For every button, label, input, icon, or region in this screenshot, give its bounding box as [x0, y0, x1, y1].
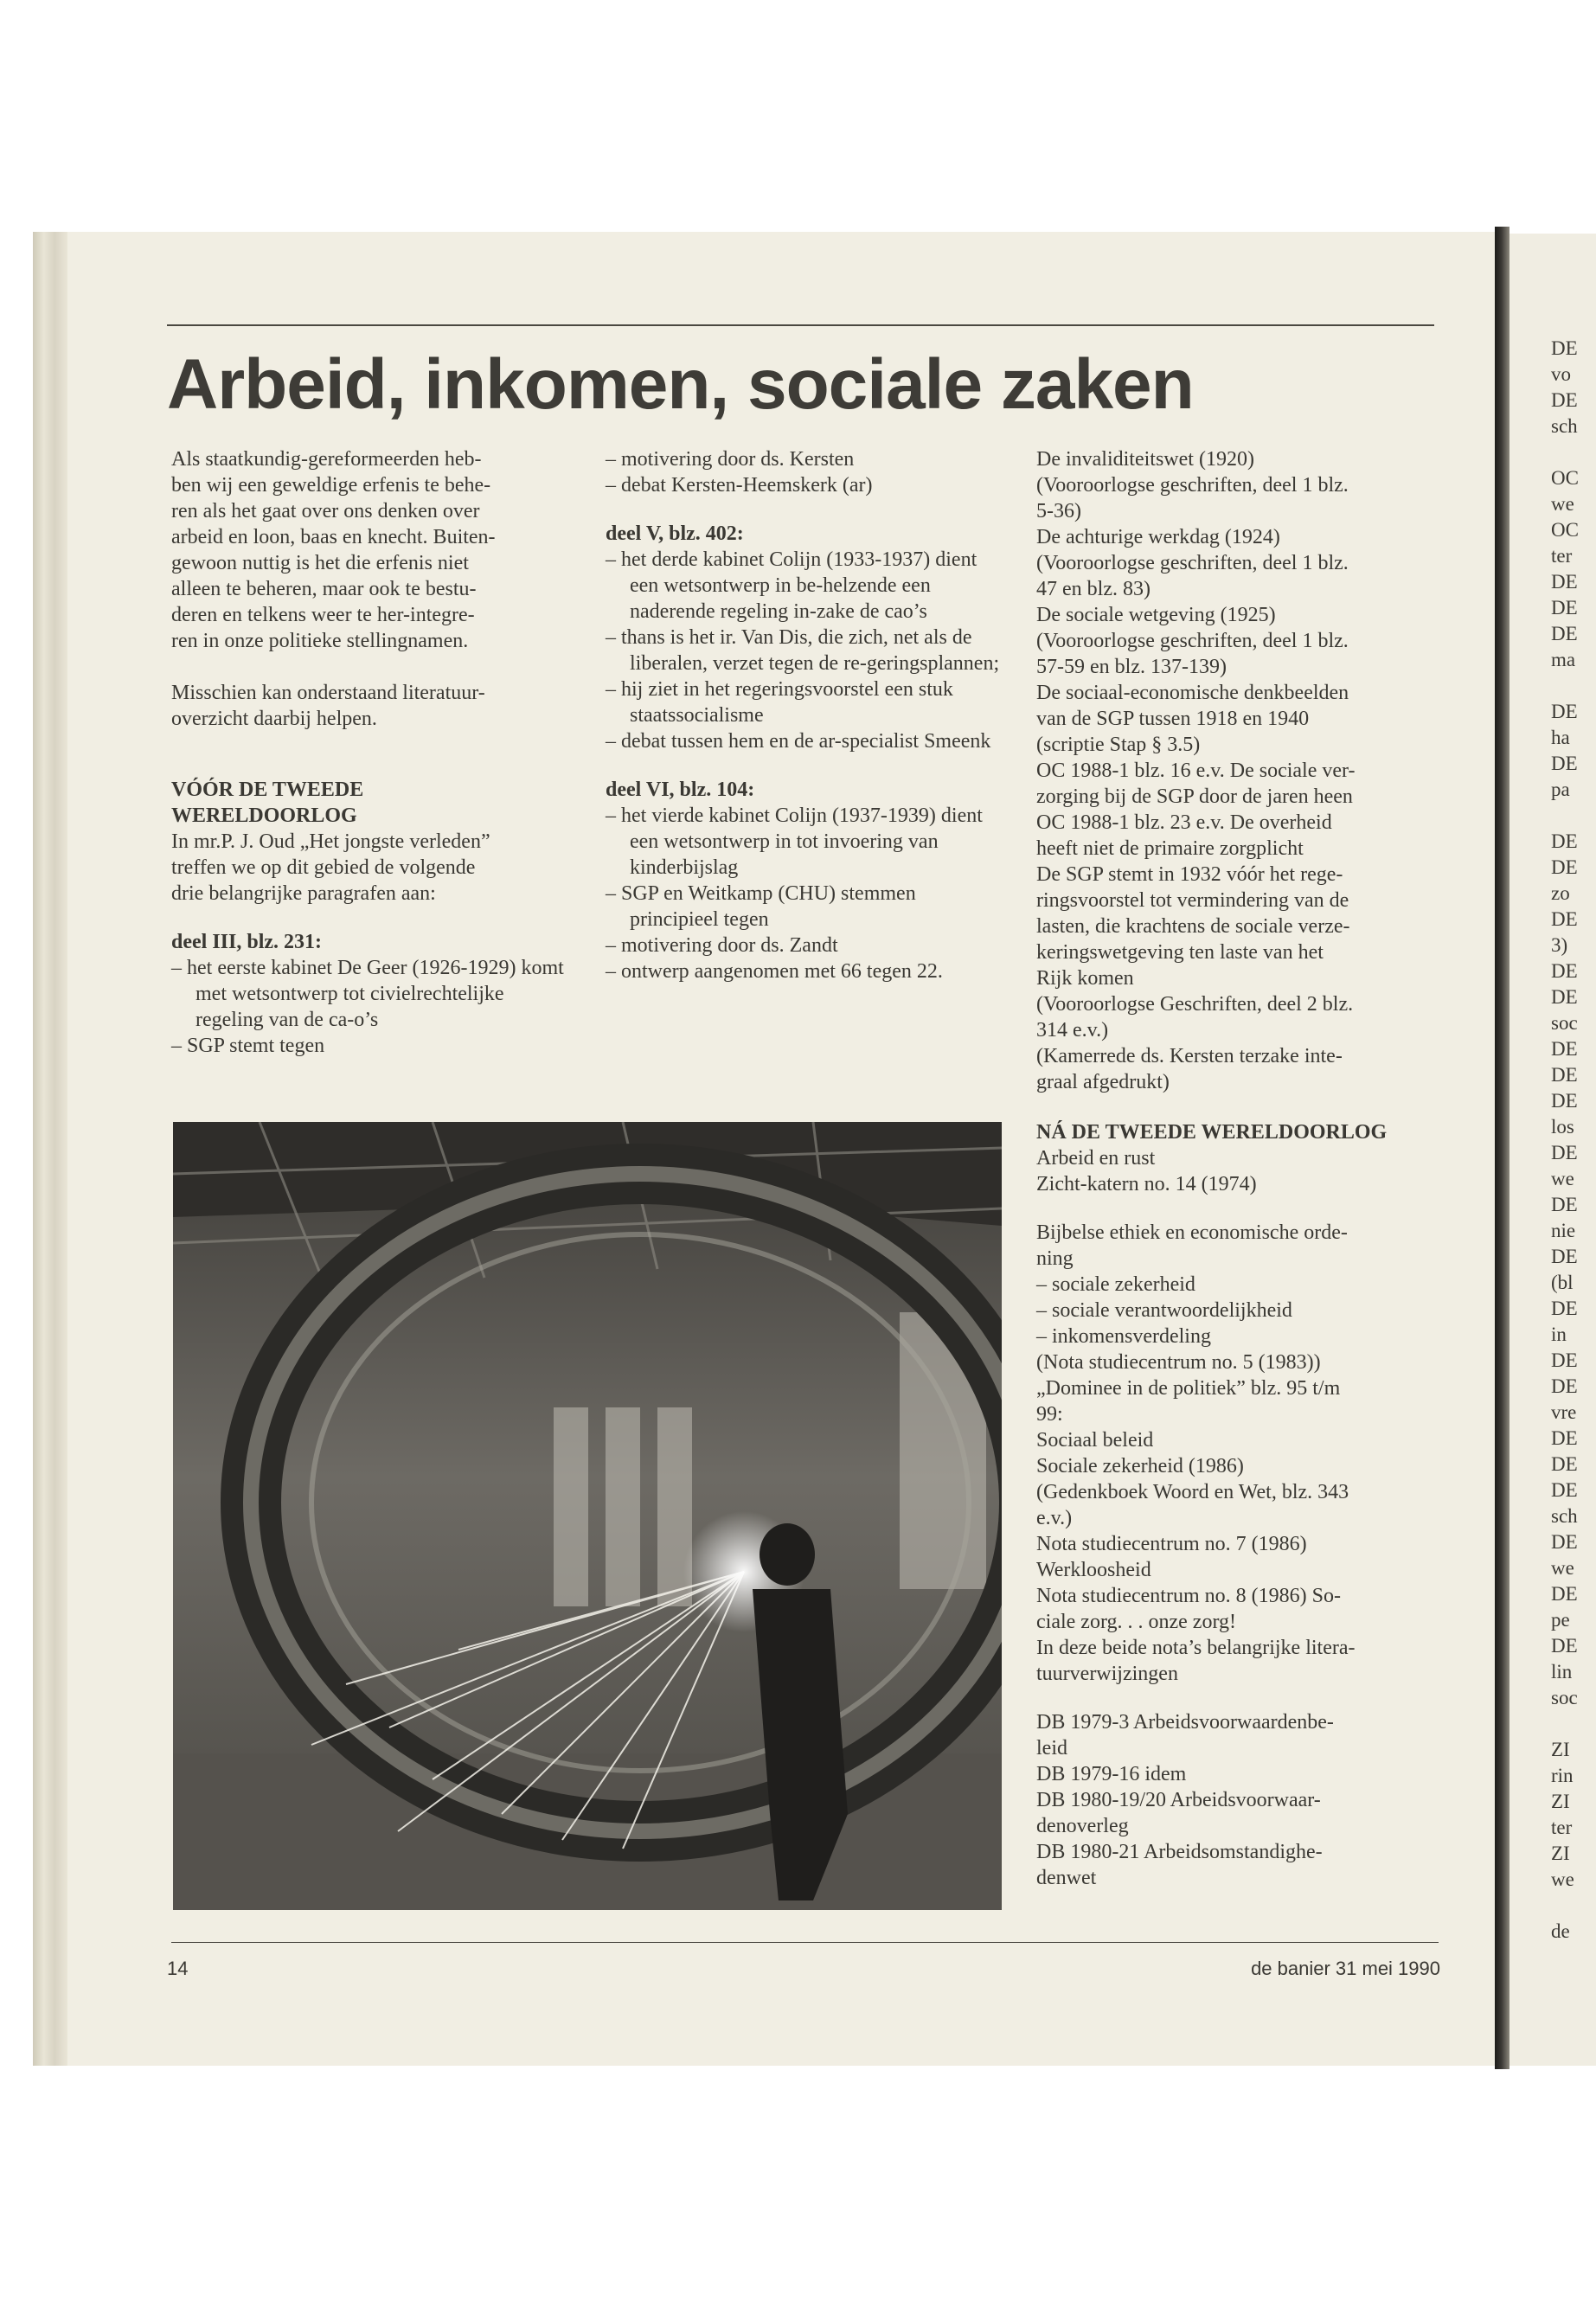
right-page-text-fragment: DE: [1551, 1064, 1578, 1086]
right-page-text-fragment: DE: [1551, 337, 1578, 359]
text-line: (Vooroorlogse geschriften, deel 1 blz.: [1036, 630, 1349, 652]
text-line: Sociaal beleid: [1036, 1429, 1154, 1452]
right-page-text-fragment: ZI: [1551, 1843, 1570, 1864]
right-page-text-fragment: DE: [1551, 986, 1578, 1008]
deel-5-heading: deel V, blz. 402:: [606, 522, 744, 545]
text-line: 99:: [1036, 1403, 1063, 1426]
right-page-text-fragment: [1551, 1711, 1579, 1737]
list-item: – debat tussen hem en de ar-specialist Smeenk: [606, 728, 1008, 754]
right-page-text-fragment: DE: [1551, 1298, 1578, 1319]
right-page-text-fragment: OC: [1551, 519, 1579, 541]
section-heading-na: NÁ DE TWEEDE WERELDOORLOG: [1036, 1121, 1388, 1144]
text-line: Nota studiecentrum no. 7 (1986): [1036, 1533, 1307, 1555]
right-page-text-fragment: DE: [1551, 1246, 1578, 1267]
right-page-text-fragment: ZI: [1551, 1739, 1570, 1760]
list-item: – SGP stemt tegen: [171, 1033, 569, 1059]
text-line: (Nota studiecentrum no. 5 (1983)): [1036, 1351, 1321, 1374]
right-page-text-fragment: we: [1551, 1168, 1574, 1189]
right-page-text-fragment: DE: [1551, 1531, 1578, 1553]
column-1: [171, 446, 569, 1059]
text-line: lasten, die krachtens de sociale verze-: [1036, 915, 1350, 938]
text-line: Nota studiecentrum no. 8 (1986) So-: [1036, 1585, 1341, 1607]
list-item: – motivering door ds. Kersten: [606, 446, 1008, 472]
deel-6-list: [606, 803, 1008, 984]
text-line: In mr.P. J. Oud „Het jongste verleden”: [171, 830, 490, 853]
list-item: – hij ziet in het regeringsvoorstel een stuk staatssocialisme: [606, 676, 1008, 728]
list-item: – het eerste kabinet De Geer (1926-1929) komt met wetsontwerp tot civielrechtelijke regeling van de ca-o’s: [171, 955, 569, 1033]
intro-paragraph-2: [171, 680, 569, 732]
right-page-text-fragment: DE: [1551, 597, 1578, 619]
text-line: DB 1979-16 idem: [1036, 1763, 1187, 1785]
right-page-text-fragment: DE: [1551, 1090, 1578, 1112]
right-page-text-fragment: DE: [1551, 1038, 1578, 1060]
right-page-text-fragment: soc: [1551, 1687, 1578, 1708]
column-3: [1036, 446, 1439, 1891]
right-page-text-fragment: we: [1551, 493, 1574, 515]
text-line: – sociale verantwoordelijkheid: [1036, 1299, 1292, 1322]
page-title: Arbeid, inkomen, sociale zaken: [167, 345, 1194, 424]
text-line: e.v.): [1036, 1507, 1073, 1529]
col3-block-2: [1036, 1220, 1439, 1687]
text-line: „Dominee in de politiek” blz. 95 t/m: [1036, 1377, 1341, 1400]
text-line: Zicht-katern no. 14 (1974): [1036, 1173, 1257, 1195]
right-page-text-fragment: DE: [1551, 1194, 1578, 1215]
text-line: Bijbelse ethiek en economische orde-: [1036, 1221, 1348, 1244]
list-item: – motivering door ds. Zandt: [606, 933, 1008, 958]
text-line: De achturige werkdag (1924): [1036, 526, 1280, 548]
intro-paragraph: [171, 446, 569, 654]
list-item: – debat Kersten-Heemskerk (ar): [606, 472, 1008, 498]
text-line: (Vooroorlogse geschriften, deel 1 blz.: [1036, 474, 1349, 497]
text-line: Sociale zekerheid (1986): [1036, 1455, 1244, 1477]
right-page-text-fragment: sch: [1551, 1505, 1578, 1527]
text-line: Als staatkundig-gereformeerden heb-: [171, 448, 482, 471]
text-line: overzicht daarbij helpen.: [171, 708, 377, 730]
photo-illustration: [173, 1122, 1002, 1910]
page-number: 14: [167, 1958, 189, 1979]
right-page-text-fragment: DE: [1551, 960, 1578, 982]
right-page-text-fragment: DE: [1551, 908, 1578, 930]
heading-line: VÓÓR DE TWEEDE: [171, 779, 364, 801]
right-page-text-fragment: pe: [1551, 1609, 1570, 1631]
text-line: leid: [1036, 1737, 1067, 1759]
right-page-text-fragment: DE: [1551, 1583, 1578, 1605]
right-page-text-fragment: we: [1551, 1557, 1574, 1579]
text-line: De sociale wetgeving (1925): [1036, 604, 1276, 626]
list-item: – het vierde kabinet Colijn (1937-1939) dient een wetsontwerp in tot invoering van kinderbijslag: [606, 803, 1008, 881]
right-page-text-fragment: ma: [1551, 649, 1576, 670]
right-page-text-fragment: OC: [1551, 467, 1579, 489]
right-page-text-fragment: rin: [1551, 1765, 1574, 1786]
text-line: ciale zorg. . . onze zorg!: [1036, 1611, 1237, 1633]
right-page-text-fragment: DE: [1551, 753, 1578, 774]
right-page-text-fragment: [1551, 673, 1579, 699]
right-page-text-fragment: DE: [1551, 830, 1578, 852]
heading-line: WERELDOORLOG: [171, 804, 357, 827]
right-page-text-fragment: [1551, 803, 1579, 829]
list-item: – ontwerp aangenomen met 66 tegen 22.: [606, 958, 1008, 984]
col3-block-3: [1036, 1709, 1439, 1891]
list-item: – het derde kabinet Colijn (1933-1937) dient een wetsontwerp in be-helzende een naderende regeling in-zake de cao’s: [606, 547, 1008, 625]
text-line: graal afgedrukt): [1036, 1071, 1170, 1093]
right-page-text-fragment: (bl: [1551, 1272, 1574, 1293]
right-page-text-fragment: soc: [1551, 1012, 1578, 1034]
list-item: – thans is het ir. Van Dis, die zich, net als de liberalen, verzet tegen de re-geringsplannen;: [606, 625, 1008, 676]
text-line: Arbeid en rust: [1036, 1147, 1156, 1170]
column-2: [606, 446, 1008, 984]
text-line: (Gedenkboek Woord en Wet, blz. 343: [1036, 1481, 1349, 1503]
text-line: DB 1980-21 Arbeidsomstandighe-: [1036, 1841, 1323, 1863]
right-page-text-fragment: DE: [1551, 1635, 1578, 1657]
deel-5-list: [606, 547, 1008, 754]
right-page-text-fragment: DE: [1551, 1427, 1578, 1449]
text-line: deren en telkens weer te her-integre-: [171, 604, 475, 626]
right-page-text-fragment: DE: [1551, 1479, 1578, 1501]
industrial-ring-photo: [173, 1122, 1002, 1910]
deel-3-heading: deel III, blz. 231:: [171, 931, 322, 953]
text-line: De invaliditeitswet (1920): [1036, 448, 1254, 471]
text-line: gewoon nuttig is het die erfenis niet: [171, 552, 469, 574]
col3-prewar-list: [1036, 446, 1439, 1095]
bottom-rule: [171, 1942, 1439, 1943]
right-page-text-fragment: [1551, 439, 1579, 465]
text-line: alleen te beheren, maar ook te bestu-: [171, 578, 477, 600]
text-line: – inkomensverdeling: [1036, 1325, 1211, 1348]
text-line: OC 1988-1 blz. 16 e.v. De sociale ver-: [1036, 760, 1356, 782]
text-line: OC 1988-1 blz. 23 e.v. De overheid: [1036, 811, 1332, 834]
right-page-text-fragment: zo: [1551, 882, 1570, 904]
text-line: 47 en blz. 83): [1036, 578, 1151, 600]
text-line: heeft niet de primaire zorgplicht: [1036, 837, 1304, 860]
text-line: ringsvoorstel tot vermindering van de: [1036, 889, 1349, 912]
text-line: – sociale zekerheid: [1036, 1273, 1195, 1296]
text-line: (Kamerrede ds. Kersten terzake inte-: [1036, 1045, 1343, 1067]
text-line: denwet: [1036, 1867, 1097, 1889]
right-page-text-fragment: lin: [1551, 1661, 1573, 1682]
col2-top-list: [606, 446, 1008, 498]
text-line: (scriptie Stap § 3.5): [1036, 734, 1201, 756]
right-page-text-fragment: DE: [1551, 1453, 1578, 1475]
right-page-text-fragment: DE: [1551, 571, 1578, 593]
text-line: Rijk komen: [1036, 967, 1134, 990]
text-line: 314 e.v.): [1036, 1019, 1109, 1042]
text-line: ning: [1036, 1247, 1074, 1270]
right-page-fragment: [1509, 234, 1596, 2066]
right-page-text-fragment: 3): [1551, 934, 1568, 956]
right-page-text-fragment: ter: [1551, 1817, 1573, 1838]
text-line: 5-36): [1036, 500, 1081, 522]
text-line: In deze beide nota’s belangrijke litera-: [1036, 1637, 1356, 1659]
book-gutter: [1495, 227, 1509, 2069]
deel-3-list: [171, 955, 569, 1059]
right-page-text-fragment: los: [1551, 1116, 1574, 1138]
right-page-text-fragment: DE: [1551, 856, 1578, 878]
right-page-text-fragment: DE: [1551, 623, 1578, 644]
text-line: Misschien kan onderstaand literatuur-: [171, 682, 485, 704]
page-edge: [33, 232, 69, 2066]
right-page-text-fragment: ter: [1551, 545, 1573, 567]
text-line: De sociaal-economische denkbeelden: [1036, 682, 1349, 704]
text-line: zorging bij de SGP door de jaren heen: [1036, 785, 1353, 808]
text-line: denoverleg: [1036, 1815, 1129, 1837]
right-page-text-fragment: de: [1551, 1920, 1570, 1942]
oud-paragraph: [171, 829, 569, 907]
text-line: Werkloosheid: [1036, 1559, 1151, 1581]
right-page-text-fragment: DE: [1551, 389, 1578, 411]
text-line: treffen we op dit gebied de volgende: [171, 856, 476, 879]
text-line: DB 1979-3 Arbeidsvoorwaardenbe-: [1036, 1711, 1334, 1734]
right-page-text-fragment: in: [1551, 1324, 1567, 1345]
text-line: keringswetgeving ten laste van het: [1036, 941, 1324, 964]
text-line: ben wij een geweldige erfenis te behe-: [171, 474, 491, 497]
right-page-text-fragment: pa: [1551, 779, 1570, 800]
deel-6-heading: deel VI, blz. 104:: [606, 779, 755, 801]
right-page-text-fragment: DE: [1551, 1142, 1578, 1163]
text-line: DB 1980-19/20 Arbeidsvoorwaar-: [1036, 1789, 1321, 1811]
right-page-text-fragment: DE: [1551, 1349, 1578, 1371]
right-page-text-fragment: sch: [1551, 415, 1578, 437]
publication-footer: de banier 31 mei 1990: [1251, 1958, 1440, 1979]
right-page-text-fragment: nie: [1551, 1220, 1576, 1241]
text-line: (Vooroorlogse Geschriften, deel 2 blz.: [1036, 993, 1354, 1016]
text-line: (Vooroorlogse geschriften, deel 1 blz.: [1036, 552, 1349, 574]
right-page-text-fragment: [1551, 1893, 1579, 1919]
text-line: ren in onze politieke stellingnamen.: [171, 630, 469, 652]
text-line: tuurverwijzingen: [1036, 1663, 1178, 1685]
text-line: ren als het gaat over ons denken over: [171, 500, 480, 522]
right-page-text-fragment: we: [1551, 1868, 1574, 1890]
text-line: arbeid en loon, baas en knecht. Buiten-: [171, 526, 496, 548]
list-item: – SGP en Weitkamp (CHU) stemmen principieel tegen: [606, 881, 1008, 933]
section-heading-voor: [171, 777, 569, 829]
right-page-text-fragment: DE: [1551, 1375, 1578, 1397]
right-page-text-fragment: vo: [1551, 363, 1571, 385]
text-line: 57-59 en blz. 137-139): [1036, 656, 1227, 678]
text-line: drie belangrijke paragrafen aan:: [171, 882, 436, 905]
right-page-text-fragment: vre: [1551, 1401, 1577, 1423]
text-line: De SGP stemt in 1932 vóór het rege-: [1036, 863, 1343, 886]
text-line: van de SGP tussen 1918 en 1940: [1036, 708, 1310, 730]
right-page-text-fragment: DE: [1551, 701, 1578, 722]
right-page-text-fragment: ha: [1551, 727, 1570, 748]
right-page-text-fragment: ZI: [1551, 1791, 1570, 1812]
top-rule: [167, 324, 1434, 326]
col3-block-1: [1036, 1145, 1439, 1197]
